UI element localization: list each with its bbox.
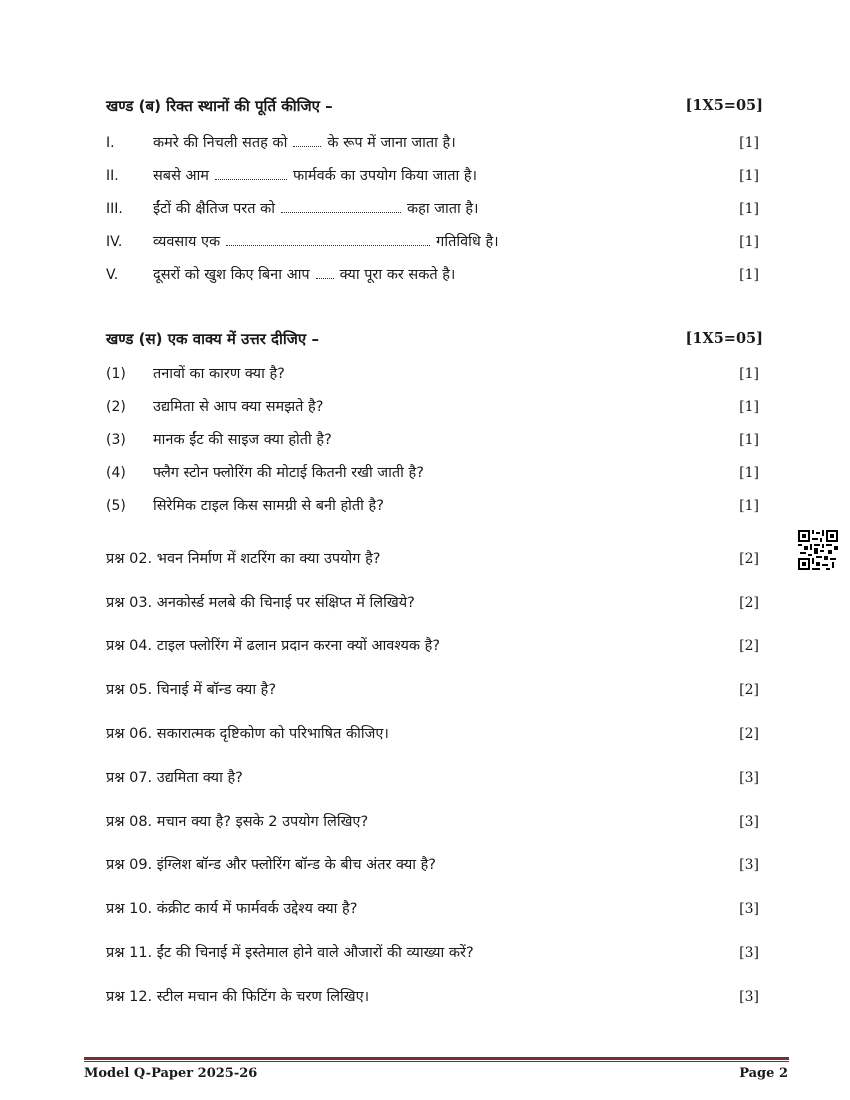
section-c-header bbox=[0, 327, 850, 351]
item-stem bbox=[153, 263, 455, 287]
item-marks: [1] bbox=[739, 267, 759, 283]
item-text-after: के रूप में जाना जाता है। bbox=[327, 135, 456, 151]
question-text: प्रश्न 09. इंग्लिश बॉन्ड और फ्लोरिंग बॉन्ड के बीच अंतर क्या है? bbox=[106, 857, 436, 873]
item-number: (4) bbox=[106, 465, 126, 481]
item-number: (1) bbox=[106, 366, 126, 382]
item-marks: [1] bbox=[739, 366, 759, 382]
question-marks: [2] bbox=[739, 726, 759, 742]
item-text-before: ईंटों की क्षैतिज परत को bbox=[153, 201, 276, 217]
item-text: तनावों का कारण क्या है? bbox=[153, 366, 285, 382]
question-row bbox=[0, 678, 850, 702]
item-text: उद्यमिता से आप क्या समझते है? bbox=[153, 399, 324, 415]
section-c-title: खण्ड (स) एक वाक्य में उत्तर दीजिए – bbox=[106, 330, 319, 348]
item-marks: [1] bbox=[739, 432, 759, 448]
item-marks: [1] bbox=[739, 498, 759, 514]
question-marks: [3] bbox=[739, 989, 759, 1005]
item-marks: [1] bbox=[739, 465, 759, 481]
question-marks: [3] bbox=[739, 814, 759, 830]
fill-blank-item bbox=[0, 164, 850, 188]
fill-blank-item bbox=[0, 131, 850, 155]
item-text-before: व्यवसाय एक bbox=[153, 234, 221, 250]
item-text-after: कहा जाता है। bbox=[407, 201, 479, 217]
question-text: प्रश्न 12. स्टील मचान की फिटिंग के चरण लिखिए। bbox=[106, 989, 370, 1005]
short-answer-item bbox=[0, 461, 850, 485]
item-text-after: क्या पूरा कर सकते है। bbox=[339, 267, 456, 283]
question-text: प्रश्न 03. अनकोर्स्ड मलबे की चिनाई पर संक्षिप्त में लिखिये? bbox=[106, 595, 415, 611]
item-text-before: कमरे की निचली सतह को bbox=[153, 135, 288, 151]
footer-divider bbox=[84, 1057, 789, 1060]
blank-line bbox=[215, 165, 287, 180]
section-c-marks: [1X5=05] bbox=[685, 330, 763, 347]
section-b-title: खण्ड (ब) रिक्त स्थानों की पूर्ति कीजिए – bbox=[106, 97, 333, 115]
question-marks: [2] bbox=[739, 682, 759, 698]
item-number: IV. bbox=[106, 234, 123, 250]
short-answer-item bbox=[0, 395, 850, 419]
question-row bbox=[0, 547, 850, 571]
question-text: प्रश्न 02. भवन निर्माण में शटरिंग का क्या उपयोग है? bbox=[106, 551, 381, 567]
question-marks: [2] bbox=[739, 638, 759, 654]
item-marks: [1] bbox=[739, 201, 759, 217]
question-marks: [3] bbox=[739, 770, 759, 786]
question-text: प्रश्न 05. चिनाई में बॉन्ड क्या है? bbox=[106, 682, 277, 698]
question-row bbox=[0, 766, 850, 790]
short-answer-item bbox=[0, 494, 850, 518]
fill-blank-item bbox=[0, 263, 850, 287]
item-marks: [1] bbox=[739, 135, 759, 151]
item-marks: [1] bbox=[739, 234, 759, 250]
fill-blank-item bbox=[0, 197, 850, 221]
item-text: फ्लैग स्टोन फ्लोरिंग की मोटाई कितनी रखी जाती है? bbox=[153, 465, 424, 481]
question-marks: [3] bbox=[739, 945, 759, 961]
question-row bbox=[0, 853, 850, 877]
question-row bbox=[0, 722, 850, 746]
question-text: प्रश्न 11. ईंट की चिनाई में इस्तेमाल होने वाले औजारों की व्याख्या करें? bbox=[106, 945, 474, 961]
item-number: (3) bbox=[106, 432, 126, 448]
blank-line bbox=[281, 198, 401, 213]
question-text: प्रश्न 08. मचान क्या है? इसके 2 उपयोग लिखिए? bbox=[106, 814, 369, 830]
item-number: II. bbox=[106, 168, 119, 184]
question-marks: [2] bbox=[739, 551, 759, 567]
question-row bbox=[0, 591, 850, 615]
question-row bbox=[0, 897, 850, 921]
question-text: प्रश्न 06. सकारात्मक दृष्टिकोण को परिभाषित कीजिए। bbox=[106, 726, 389, 742]
question-marks: [2] bbox=[739, 595, 759, 611]
item-text-after: गतिविधि है। bbox=[436, 234, 499, 250]
item-number: (2) bbox=[106, 399, 126, 415]
item-stem bbox=[153, 230, 499, 254]
footer-page-number: Page 2 bbox=[739, 1066, 788, 1081]
item-text: मानक ईंट की साइज क्या होती है? bbox=[153, 432, 332, 448]
question-row bbox=[0, 941, 850, 965]
short-answer-item bbox=[0, 362, 850, 386]
question-marks: [3] bbox=[739, 857, 759, 873]
question-text: प्रश्न 04. टाइल फ्लोरिंग में ढलान प्रदान करना क्यों आवश्यक है? bbox=[106, 638, 441, 654]
item-text-before: सबसे आम bbox=[153, 168, 209, 184]
item-text-before: दूसरों को खुश किए बिना आप bbox=[153, 267, 310, 283]
item-stem bbox=[153, 131, 456, 155]
item-number: (5) bbox=[106, 498, 126, 514]
short-answer-item bbox=[0, 428, 850, 452]
footer-paper-title: Model Q-Paper 2025-26 bbox=[84, 1066, 258, 1081]
question-row bbox=[0, 634, 850, 658]
item-stem bbox=[153, 164, 477, 188]
footer-divider-thin bbox=[84, 1061, 789, 1062]
item-marks: [1] bbox=[739, 168, 759, 184]
question-text: प्रश्न 10. कंक्रीट कार्य में फार्मवर्क उद्देश्य क्या है? bbox=[106, 901, 358, 917]
section-b-header bbox=[0, 94, 850, 118]
blank-line bbox=[316, 264, 334, 279]
fill-blank-item bbox=[0, 230, 850, 254]
blank-line bbox=[226, 231, 430, 246]
item-text: सिरेमिक टाइल किस सामग्री से बनी होती है? bbox=[153, 498, 384, 514]
item-marks: [1] bbox=[739, 399, 759, 415]
question-text: प्रश्न 07. उद्यमिता क्या है? bbox=[106, 770, 243, 786]
item-number: I. bbox=[106, 135, 115, 151]
item-text-after: फार्मवर्क का उपयोग किया जाता है। bbox=[292, 168, 478, 184]
question-marks: [3] bbox=[739, 901, 759, 917]
section-b-marks: [1X5=05] bbox=[685, 97, 763, 114]
question-row bbox=[0, 810, 850, 834]
blank-line bbox=[293, 132, 321, 147]
item-stem bbox=[153, 197, 479, 221]
question-row bbox=[0, 985, 850, 1009]
item-number: III. bbox=[106, 201, 123, 217]
item-number: V. bbox=[106, 267, 119, 283]
